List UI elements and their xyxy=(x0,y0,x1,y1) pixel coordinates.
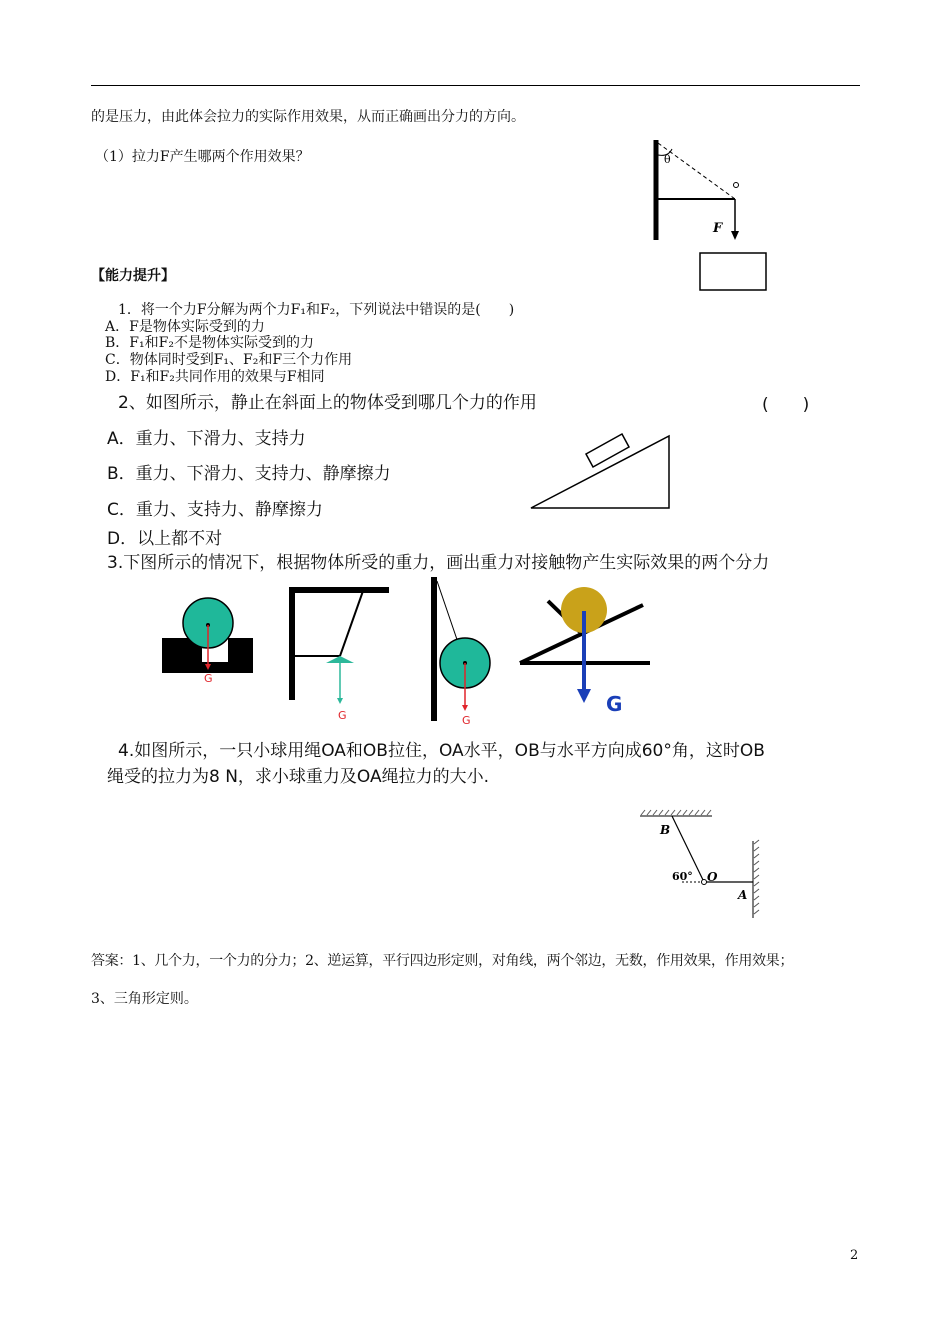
q4-rope-figure xyxy=(632,808,767,923)
question-1-text: （1）拉力F产生哪两个作用效果？ xyxy=(95,149,310,165)
q3-figure-groove xyxy=(160,598,255,688)
header-rule xyxy=(91,85,860,86)
q3-figure-bracket xyxy=(285,585,395,725)
theta-label: θ xyxy=(664,153,671,166)
q2-option-d: D．以上都不对 xyxy=(107,529,223,549)
q3-figure-wall-ball xyxy=(425,575,500,730)
q3-stem: 3.下图所示的情况下，根据物体所受的重力，画出重力对接触物产生实际效果的两个分力 xyxy=(107,553,770,573)
q2-option-a: A．重力、下滑力、支持力 xyxy=(107,429,306,449)
section-title: 【能力提升】 xyxy=(91,268,175,284)
q2-bracket: ( ) xyxy=(762,395,810,415)
q4-line-2: 绳受的拉力为8 N，求小球重力及OA绳拉力的大小. xyxy=(107,767,490,787)
q2-stem: 2、如图所示，静止在斜面上的物体受到哪几个力的作用 xyxy=(118,393,537,413)
q1-stem: 1．将一个力F分解为两个力F₁和F₂，下列说法中错误的是( ) xyxy=(118,302,515,318)
q3-figure-v-ball xyxy=(515,583,655,716)
q3-g-label-4: G xyxy=(606,692,623,716)
answer-line-1: 答案：1、几个力，一个力的分力；2、逆运算，平行四边形定则，对角线，两个邻边，无数，作用效果，作用效果； xyxy=(91,953,794,969)
q4-line-1: 4.如图所示，一只小球用绳OA和OB拉住，OA水平，OB与水平方向成60°角，这时OB xyxy=(118,741,765,761)
q2-option-b: B．重力、下滑力、支持力、静摩擦力 xyxy=(107,464,391,484)
q4-label-a: A xyxy=(738,888,748,902)
q1-option-b: B．F₁和F₂不是物体实际受到的力 xyxy=(105,335,314,351)
q3-g-label-2: G xyxy=(338,709,347,722)
q4-label-angle: 60° xyxy=(672,870,693,883)
q4-label-b: B xyxy=(660,823,671,837)
q1-option-c: C．物体同时受到F₁、F₂和F三个力作用 xyxy=(105,352,353,368)
q3-g-label-1: G xyxy=(204,672,213,685)
q1-option-d: D．F₁和F₂共同作用的效果与F相同 xyxy=(105,369,325,385)
intro-line: 的是压力，由此体会拉力的实际作用效果，从而正确画出分力的方向。 xyxy=(91,109,525,125)
q2-option-c: C．重力、支持力、静摩擦力 xyxy=(107,500,323,520)
page-number: 2 xyxy=(850,1248,859,1263)
f-label: F xyxy=(713,221,723,236)
incline-figure xyxy=(528,430,673,512)
answer-line-2: 3、三角形定则。 xyxy=(91,991,198,1007)
pulley-force-figure xyxy=(640,135,780,295)
q1-option-a: A．F是物体实际受到的力 xyxy=(105,319,265,335)
q3-g-label-3: G xyxy=(462,714,471,727)
q4-label-o: O xyxy=(707,870,718,884)
